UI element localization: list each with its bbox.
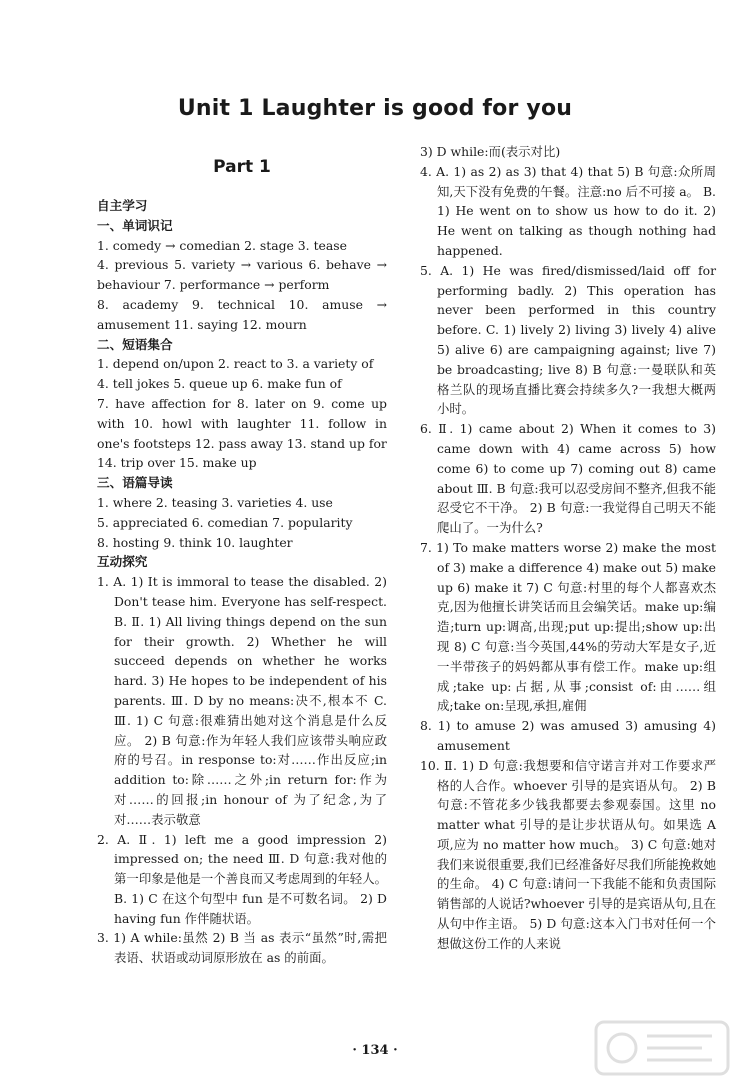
right-column [420, 142, 716, 954]
answer-paragraph: 6. Ⅱ. 1) came about 2) When it comes to 3) came down with 4) came across 5) how come 6) to come up 7) coming out 8) came about Ⅲ. B 句意:我可以忍受房间不整齐,但我不能忍受它不干净。 2) B 句意:一我觉得自己明天不能爬山了。一为什么? [420, 421, 716, 536]
answer-paragraph: 3) D while:而(表示对比) [420, 144, 561, 159]
section-heading: 互动探究 [97, 554, 148, 570]
answer-paragraph: 1. where 2. teasing 3. varieties 4. use [97, 494, 333, 510]
answer-paragraph: 7. have affection for 8. later on 9. come up with 10. howl with laughter 11. follow in one's footsteps 12. pass away 13. stand up for [97, 395, 387, 451]
answer-paragraph: 8. 1) to amuse 2) was amused 3) amusing 4) amusement [420, 718, 716, 753]
page-title: Unit 1 Laughter is good for you [177, 96, 573, 121]
part-title: Part 1 [213, 157, 271, 177]
answer-paragraph: 5. A. 1) He was fired/dismissed/laid off for performing badly. 2) This operation has never been performed in this country before. C. 1) lively 2) living 3) lively 4) alive 5) alive 6) are campaigning against; live 7) be broadcasting; live 8) B 句意:一曼联队和英格兰队的现场直播比赛会持续多久?一我想大概两小时。 [420, 262, 716, 417]
section-heading: 自主学习 [97, 198, 148, 213]
left-column [97, 142, 387, 968]
answer-paragraph: 5. appreciated 6. comedian 7. popularity [97, 514, 353, 530]
section-heading: 一、单词识记 [97, 217, 173, 233]
answer-paragraph: 4. tell jokes 5. queue up 6. make fun of [97, 376, 342, 392]
answer-paragraph: 2. A. Ⅱ. 1) left me a good impression 2) impressed on; the need Ⅲ. D 句意:我对他的第一印象是他是一个善良而又考虑周到的年轻人。 B. 1) C 在这个句型中 fun 是不可数名词。 2) D having fun 作伴随状语。 [97, 831, 387, 926]
answer-paragraph: 3. 1) A while:虽然 2) B 当 as 表示“虽然”时,需把表语、状语或动词原形放在 as 的前面。 [97, 930, 387, 966]
watermark-logo [592, 1018, 732, 1078]
page-number: · 134 · [352, 1043, 398, 1058]
answer-paragraph: 1. depend on/upon 2. react to 3. a variety of [97, 356, 374, 372]
left-column-body [97, 196, 387, 968]
answer-paragraph: 4. previous 5. variety → various 6. behave → behaviour 7. performance → perform [97, 257, 387, 293]
answer-paragraph: 8. academy 9. technical 10. amuse → amusement 11. saying 12. mourn [97, 296, 387, 332]
section-heading: 二、短语集合 [97, 336, 173, 352]
answer-paragraph: 1. comedy → comedian 2. stage 3. tease [97, 237, 347, 253]
answer-paragraph: 8. hosting 9. think 10. laughter [97, 534, 293, 550]
answer-paragraph: 1. A. 1) It is immoral to tease the disabled. 2) Don't tease him. Everyone has self-respect. B. Ⅱ. 1) All living things depend on the sun for their growth. 2) Whether he will succeed depends on whether he works hard. 3) He hopes to be independent of his parents. Ⅲ. D by no means:决不,根本不 C. Ⅲ. 1) C 句意:很难猜出她对这个消息是什么反应。 2) B 句意:作为年轻人我们应该带头响应政府的号召。in response to:对……作出反应;in addition to:除……之外;in return for:作为对……的回报;in honour of 为了纪念,为了对……表示敬意 [97, 574, 387, 827]
section-heading: 三、语篇导读 [97, 475, 173, 491]
answer-paragraph: 14. trip over 15. make up [97, 455, 257, 471]
answer-paragraph: 7. 1) To make matters worse 2) make the most of 3) make a difference 4) make out 5) make up 6) make it 7) C 句意:村里的每个人都喜欢杰克,因为他擅长讲笑话而且会编笑话。make up:编造;turn up:调高,出现;put up:提出;show up:出现 8) C 句意:当今英国,44%的劳动大军是女子,近一半带孩子的妈妈都从事有偿工作。make up:组成;take up:占据,从事;consist of:由……组成;take on:呈现,承担,雇佣 [420, 539, 716, 714]
right-column-body [420, 142, 716, 954]
answer-paragraph: 4. A. 1) as 2) as 3) that 4) that 5) B 句意:众所周知,天下没有免费的午餐。注意:no 后不可接 a。 B. 1) He went on to show us how to do it. 2) He went on talking as though nothing had happened. [420, 163, 716, 258]
answer-paragraph: 10. Ⅱ. 1) D 句意:我想要和信守诺言并对工作要求严格的人合作。whoever 引导的是宾语从句。 2) B 句意:不管花多少钱我都要去参观泰国。这里 no matter what 引导的是让步状语从句。如果选 A 项,应为 no matter how much。 3) C 句意:她对我们来说很重要,我们已经准备好尽我们所能挽救她的生命。 4) C 句意:请问一下我能不能和负责国际销售部的人说话?whoever 引导的是宾语从句,且在从句中作主语。 5) D 句意:这本入门书对任何一个想做这份工作的人来说 [420, 757, 716, 951]
